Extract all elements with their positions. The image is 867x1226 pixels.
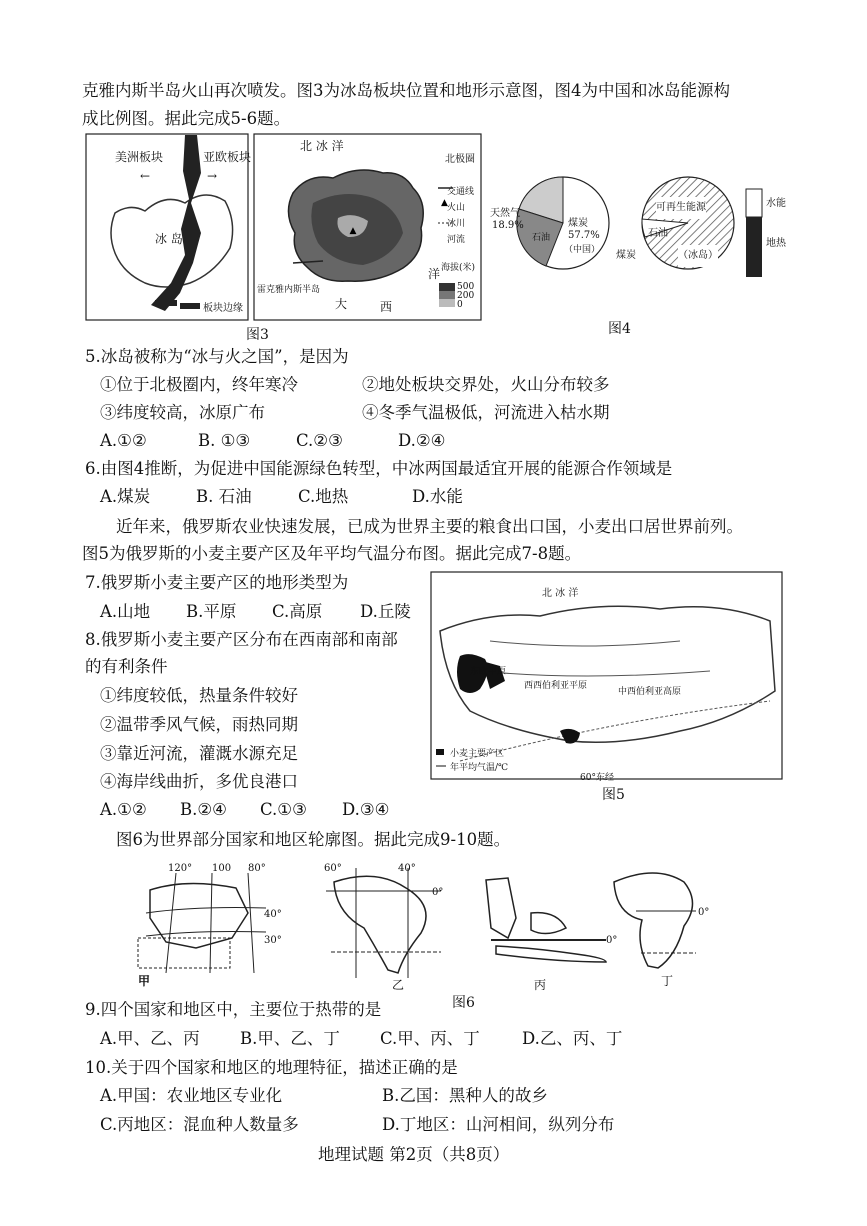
figure-6 bbox=[136, 858, 716, 998]
q10-choice-a[interactable]: A.甲国：农业地区专业化 bbox=[100, 1086, 283, 1105]
fig5-region-3: 中西伯利亚高原 bbox=[618, 687, 682, 697]
bing-label: 丙 bbox=[534, 978, 547, 992]
q5-option-3: ③纬度较高，冰原广布 bbox=[100, 403, 265, 422]
bing-lat-0: 0° bbox=[606, 935, 618, 946]
altitude-title: 海拔(米) bbox=[441, 263, 476, 273]
q10-stem: 10.关于四个国家和地区的地理特征，描述正确的是 bbox=[85, 1058, 458, 1077]
q8-option-4: ④海岸线曲折，多优良港口 bbox=[100, 772, 298, 791]
arrow-right-icon: → bbox=[207, 169, 218, 183]
q5-choice-c[interactable]: C.②③ bbox=[296, 431, 343, 450]
q8-choice-c[interactable]: C.①③ bbox=[260, 800, 307, 819]
jia-lon-120: 120° bbox=[168, 863, 193, 874]
q8-stem-1: 8.俄罗斯小麦主要产区分布在西南部和南部 bbox=[85, 630, 398, 649]
intro2-line-2: 图5为俄罗斯的小麦主要产区及年平均气温分布图。据此完成7-8题。 bbox=[82, 544, 582, 563]
fig5-lon-label: 60°东经 bbox=[580, 773, 614, 783]
jia-lat-30: 30° bbox=[264, 935, 282, 946]
q5-stem: 5.冰岛被称为“冰与火之国”，是因为 bbox=[85, 347, 349, 366]
ding-lat-0: 0° bbox=[698, 907, 710, 918]
jia-lat-40: 40° bbox=[264, 909, 282, 920]
atlantic-label-2: 西 bbox=[380, 300, 393, 314]
arctic-ocean-label: 北 冰 洋 bbox=[300, 139, 344, 153]
fig5-legend-wheat: 小麦主要产区 bbox=[450, 749, 505, 759]
legend-volcano: 火山 bbox=[447, 203, 466, 213]
figure-4-caption: 图4 bbox=[608, 321, 631, 337]
iceland-label: 冰 岛 bbox=[155, 232, 183, 246]
china-oil-label: 石油 bbox=[532, 233, 551, 243]
q10-choice-b[interactable]: B.乙国：黑种人的故乡 bbox=[382, 1086, 548, 1105]
jia-lon-100: 100 bbox=[212, 863, 232, 874]
altitude-200: 200 bbox=[457, 291, 475, 301]
legend-traffic: 交通线 bbox=[447, 187, 475, 197]
ding-label: 丁 bbox=[661, 974, 674, 988]
legend-river: 河流 bbox=[447, 235, 466, 245]
figure-4 bbox=[488, 175, 788, 305]
q9-stem: 9.四个国家和地区中，主要位于热带的是 bbox=[85, 1000, 382, 1019]
q8-choice-b[interactable]: B.②④ bbox=[180, 800, 227, 819]
q6-stem: 6.由图4推断，为促进中国能源绿色转型，中冰两国最适宜开展的能源合作领域是 bbox=[85, 459, 673, 478]
china-coal-pct: 57.7% bbox=[568, 230, 600, 241]
iceland-renewable-label: 可再生能源 bbox=[656, 197, 706, 219]
q8-choice-a[interactable]: A.①② bbox=[100, 800, 147, 819]
intro-line-1: 克雅内斯半岛火山再次喷发。图3为冰岛板块位置和地形示意图，图4为中国和冰岛能源构 bbox=[82, 81, 730, 100]
q10-choice-c[interactable]: C.丙地区：混血种人数量多 bbox=[100, 1115, 299, 1134]
jia-label: 甲 bbox=[138, 974, 151, 988]
q8-choice-d[interactable]: D.③④ bbox=[342, 800, 390, 819]
ocean-label: 洋 bbox=[428, 267, 441, 281]
q5-choice-d[interactable]: D.②④ bbox=[398, 431, 446, 450]
intro3-text: 图6为世界部分国家和地区轮廓图。据此完成9-10题。 bbox=[116, 830, 511, 849]
iceland-coal-label: 煤炭 bbox=[616, 250, 636, 261]
yi-lat-0: 0° bbox=[432, 887, 444, 898]
intro-line-2: 成比例图。据此完成5-6题。 bbox=[82, 109, 291, 128]
china-gas-label: 天然气 bbox=[490, 208, 520, 219]
figure-3-caption: 图3 bbox=[246, 327, 269, 343]
boundary-legend-label: 板块边缘 bbox=[203, 303, 243, 314]
q9-choice-a[interactable]: A.甲、乙、丙 bbox=[100, 1029, 200, 1048]
figure-5 bbox=[430, 571, 784, 781]
figure-3 bbox=[85, 133, 483, 323]
eurasian-plate-label: 亚欧板块 bbox=[203, 150, 252, 164]
american-plate-label: 美洲板块 bbox=[115, 150, 164, 164]
q8-option-3: ③靠近河流，灌溉水源充足 bbox=[100, 744, 298, 763]
intro2-line-1: 近年来，俄罗斯农业快速发展，已成为世界主要的粮食出口国，小麦出口居世界前列。 bbox=[116, 517, 743, 536]
fig5-arctic-label: 北 冰 洋 bbox=[542, 588, 579, 599]
yi-lon-40: 40° bbox=[398, 863, 416, 874]
china-coal-label: 煤炭 bbox=[568, 218, 588, 229]
china-caption: （中国） bbox=[564, 245, 601, 255]
arctic-circle-label: 北极圈 bbox=[445, 154, 475, 165]
q8-stem-2: 的有利条件 bbox=[85, 657, 168, 676]
q7-choice-a[interactable]: A.山地 bbox=[100, 602, 151, 621]
q7-choice-c[interactable]: C.高原 bbox=[272, 602, 323, 621]
q7-stem: 7.俄罗斯小麦主要产区的地形类型为 bbox=[85, 573, 349, 592]
q6-choice-d[interactable]: D.水能 bbox=[412, 487, 463, 506]
q8-option-2: ②温带季风气候，雨热同期 bbox=[100, 715, 298, 734]
q6-choice-b[interactable]: B. 石油 bbox=[196, 487, 252, 506]
svg-text:▲: ▲ bbox=[441, 198, 448, 208]
geothermal-label: 地热 bbox=[766, 238, 786, 249]
figure-6-caption: 图6 bbox=[452, 995, 475, 1011]
yi-lon-60: 60° bbox=[324, 863, 342, 874]
altitude-0: 0 bbox=[457, 300, 463, 310]
q7-choice-d[interactable]: D.丘陵 bbox=[360, 602, 411, 621]
peninsula-label: 雷克雅内斯半岛 bbox=[257, 285, 321, 295]
q5-option-1: ①位于北极圈内，终年寒冷 bbox=[100, 375, 298, 394]
q5-choice-a[interactable]: A.①② bbox=[100, 431, 147, 450]
yi-label: 乙 bbox=[392, 978, 405, 992]
q6-choice-c[interactable]: C.地热 bbox=[298, 487, 349, 506]
q7-choice-b[interactable]: B.平原 bbox=[186, 602, 237, 621]
q9-choice-b[interactable]: B.甲、乙、丁 bbox=[240, 1029, 340, 1048]
q10-choice-d[interactable]: D.丁地区：山河相间，纵列分布 bbox=[382, 1115, 615, 1134]
iceland-oil-label: 石油 bbox=[648, 228, 668, 239]
q9-choice-c[interactable]: C.甲、丙、丁 bbox=[380, 1029, 480, 1048]
q5-option-4: ④冬季气温极低，河流进入枯水期 bbox=[362, 403, 610, 422]
svg-text:▲: ▲ bbox=[349, 226, 357, 236]
fig5-region-1: 东欧平原 bbox=[470, 667, 507, 677]
q5-choice-b[interactable]: B. ①③ bbox=[198, 431, 251, 450]
arrow-left-icon: ← bbox=[140, 169, 151, 183]
iceland-caption: （冰岛） bbox=[678, 245, 718, 267]
q9-choice-d[interactable]: D.乙、丙、丁 bbox=[522, 1029, 623, 1048]
fig5-legend-temp: 年平均气温/℃ bbox=[450, 763, 509, 773]
figure-5-caption: 图5 bbox=[602, 787, 625, 803]
china-gas-pct: 18.9% bbox=[492, 220, 524, 231]
altitude-500: 500 bbox=[457, 282, 475, 292]
q5-option-2: ②地处板块交界处，火山分布较多 bbox=[362, 375, 610, 394]
atlantic-label-1: 大 bbox=[335, 297, 348, 311]
q6-choice-a[interactable]: A.煤炭 bbox=[100, 487, 151, 506]
fig5-region-2: 西西伯利亚平原 bbox=[524, 681, 588, 691]
q8-option-1: ①纬度较低，热量条件较好 bbox=[100, 686, 298, 705]
page-footer: 地理试题 第2页（共8页） bbox=[318, 1145, 510, 1164]
hydro-label: 水能 bbox=[766, 198, 786, 209]
jia-lon-80: 80° bbox=[248, 863, 266, 874]
legend-glacier: 冰川 bbox=[447, 219, 466, 229]
